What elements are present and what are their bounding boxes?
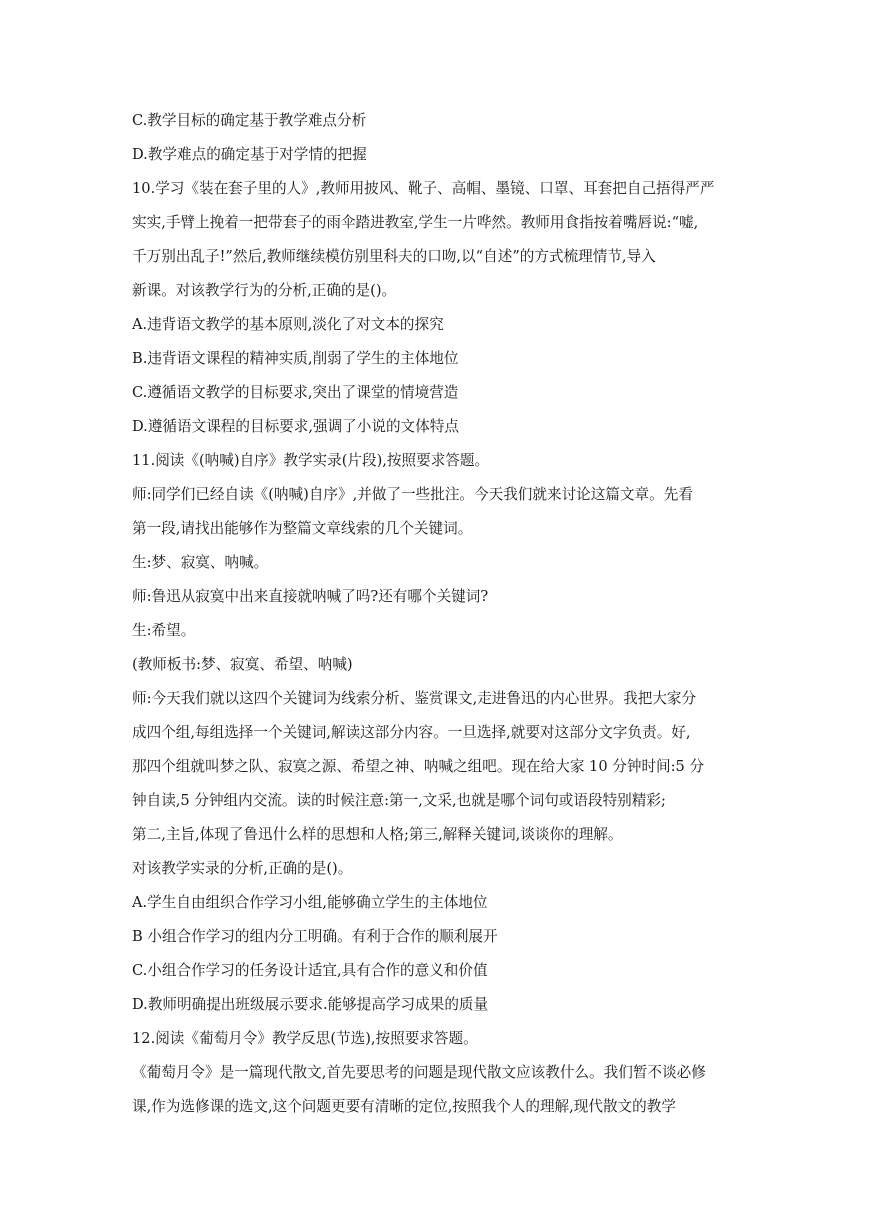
document-page	[132, 108, 742, 1120]
reflection-line: 《葡萄月令》是一篇现代散文,首先要思考的问题是现代散文应该教什么。我们暂不谈必修	[132, 1064, 706, 1081]
transcript-line: 钟自读,5 分钟组内交流。读的时候注意:第一,文采,也就是哪个词句或语段特别精彩;	[132, 792, 666, 809]
option-c-q9: C.教学目标的确定基于教学难点分析	[132, 112, 367, 129]
question-12-title: 12.阅读《葡萄月令》教学反思(节选),按照要求答题。	[132, 1030, 478, 1047]
option-b-q10: B.违背语文课程的精神实质,削弱了学生的主体地位	[132, 350, 459, 367]
option-d-q9: D.教学难点的确定基于对学情的把握	[132, 146, 367, 163]
option-b-q11: B 小组合作学习的组内分工明确。有利于合作的顺利展开	[132, 928, 498, 945]
transcript-line: 师:今天我们就以这四个关键词为线索分析、鉴赏课文,走进鲁迅的内心世界。我把大家分	[132, 690, 697, 707]
question-10-line-2: 实实,手臂上挽着一把带套子的雨伞踏进教室,学生一片哗然。教师用食指按着嘴唇说:“嘘,	[132, 214, 699, 231]
reflection-line: 课,作为选修课的选文,这个问题更要有清晰的定位,按照我个人的理解,现代散文的教学	[132, 1098, 676, 1115]
transcript-line: 第一段,请找出能够作为整篇文章线索的几个关键词。	[132, 520, 473, 537]
option-d-q10: D.遵循语文课程的目标要求,强调了小说的文体特点	[132, 418, 459, 435]
transcript-line: 生:梦、寂寞、呐喊。	[132, 554, 269, 571]
option-c-q11: C.小组合作学习的任务设计适宜,具有合作的意义和价值	[132, 962, 488, 979]
transcript-line: 那四个组就叫梦之队、寂寞之源、希望之神、呐喊之组吧。现在给大家 10 分钟时间:5 分	[132, 758, 705, 775]
transcript-line: 师:同学们已经自读《(呐喊)自序》,并做了一些批注。今天我们就来讨论这篇文章。先看	[132, 486, 693, 503]
transcript-line: 成四个组,每组选择一个关键词,解读这部分内容。一旦选择,就要对这部分文字负责。好,	[132, 724, 691, 741]
transcript-line: (教师板书:梦、寂寞、希望、呐喊)	[132, 656, 353, 673]
option-a-q11: A.学生自由组织合作学习小组,能够确立学生的主体地位	[132, 894, 488, 911]
transcript-line: 生:希望。	[132, 622, 196, 639]
option-c-q10: C.遵循语文教学的目标要求,突出了课堂的情境营造	[132, 384, 459, 401]
question-10-line-1: 10.学习《装在套子里的人》,教师用披风、靴子、高帽、墨镜、口罩、耳套把自己捂得严严	[132, 180, 715, 197]
question-10-line-3: 千万别出乱子!”然后,教师继续模仿别里科夫的口吻,以“自述”的方式梳理情节,导入	[132, 248, 656, 265]
option-d-q11: D.教师明确提出班级展示要求.能够提高学习成果的质量	[132, 996, 489, 1013]
question-11-prompt: 对该教学实录的分析,正确的是()。	[132, 860, 353, 877]
question-11-title: 11.阅读《(呐喊)自序》教学实录(片段),按照要求答题。	[132, 452, 490, 469]
question-10-line-4: 新课。对该教学行为的分析,正确的是()。	[132, 282, 397, 299]
transcript-line: 第二,主旨,体现了鲁迅什么样的思想和人格;第三,解释关键词,谈谈你的理解。	[132, 826, 623, 843]
transcript-line: 师:鲁迅从寂寞中出来直接就呐喊了吗?还有哪个关键词?	[132, 588, 489, 605]
option-a-q10: A.违背语文教学的基本原则,淡化了对文本的探究	[132, 316, 444, 333]
